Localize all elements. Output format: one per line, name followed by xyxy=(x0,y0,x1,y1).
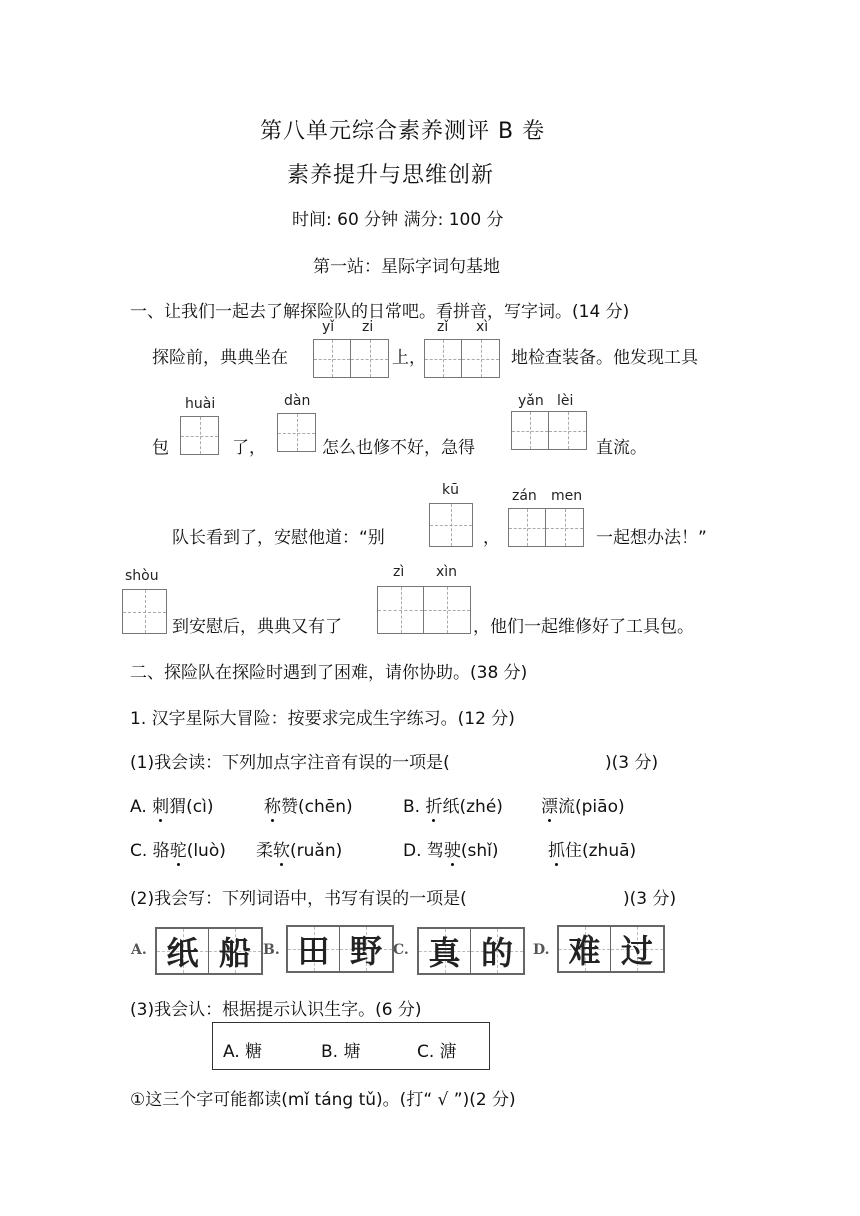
write-char: 船 xyxy=(218,934,251,972)
pinyin-xi: xì xyxy=(476,319,489,335)
write-char: 真 xyxy=(428,934,461,972)
section1-heading: 一、让我们一起去了解探险队的日常吧。看拼音，写字词。(14 分) xyxy=(130,302,630,322)
write-option-letter-a: A. xyxy=(131,942,147,958)
option-c-2: 柔软(ruǎn) xyxy=(256,841,343,861)
write-option-a[interactable] xyxy=(155,927,263,975)
write-option-letter-d: D. xyxy=(533,942,550,958)
line2-text-c: 怎么也修不好，急得 xyxy=(322,438,475,458)
pinyin-zan: zán xyxy=(512,488,537,504)
option-a-1: A. 刺猬(cì) xyxy=(130,797,214,817)
answer-grid-ku[interactable] xyxy=(429,503,473,547)
page-subtitle: 素养提升与思维创新 xyxy=(287,163,495,188)
pinyin-zi2: zǐ xyxy=(437,319,449,335)
time-score: 时间: 60 分钟 满分: 100 分 xyxy=(292,210,504,230)
q1-1-label: (1)我会读：下列加点字注音有误的一项是( xyxy=(130,753,450,773)
line3-text-a: 队长看到了，安慰他道：“别 xyxy=(172,528,385,548)
page-title: 第八单元综合素养测评 B 卷 xyxy=(260,119,546,144)
write-char: 野 xyxy=(349,932,382,970)
line2-text-b: 了， xyxy=(232,438,266,458)
write-option-letter-c: C. xyxy=(393,942,409,958)
answer-grid-huai[interactable] xyxy=(180,416,219,455)
answer-grid-yanlei[interactable] xyxy=(511,411,587,450)
write-char: 纸 xyxy=(166,934,199,972)
q1-1-tail: )(3 分) xyxy=(605,753,659,773)
option-c-1: C. 骆驼(luò) xyxy=(130,841,226,861)
pinyin-yan: yǎn xyxy=(518,393,544,409)
write-option-letter-b: B. xyxy=(263,942,280,958)
option-d-2: 抓住(zhuā) xyxy=(548,841,637,861)
section2-heading: 二、探险队在探险时遇到了困难，请你协助。(38 分) xyxy=(130,663,528,683)
line1-text-b: 上， xyxy=(392,348,426,368)
q1-3-heading: (3)我会认：根据提示认识生字。(6 分) xyxy=(130,1000,422,1020)
line2-text-d: 直流。 xyxy=(596,438,647,458)
line4-text-a: 到安慰后，典典又有了 xyxy=(172,617,342,637)
pinyin-dan: dàn xyxy=(284,393,311,409)
pinyin-huai: huài xyxy=(185,396,216,412)
pinyin-zi: zi xyxy=(362,319,374,335)
line1-text-c: 地检查装备。他发现工具 xyxy=(511,348,698,368)
station-heading: 第一站：星际字词句基地 xyxy=(313,257,500,277)
pinyin-ku: kū xyxy=(442,482,459,498)
pinyin-xin: xìn xyxy=(436,564,458,580)
answer-grid-zixin[interactable] xyxy=(377,586,471,634)
q1-2-tail: )(3 分) xyxy=(623,889,677,909)
write-char: 过 xyxy=(620,932,653,970)
pinyin-zi3: zì xyxy=(393,564,405,580)
write-char: 田 xyxy=(297,932,330,970)
answer-grid-shou[interactable] xyxy=(122,589,167,634)
q1-heading: 1. 汉字星际大冒险：按要求完成生字练习。(12 分) xyxy=(130,709,515,729)
write-option-c[interactable] xyxy=(417,927,525,975)
pinyin-lei: lèi xyxy=(557,393,574,409)
pinyin-men: men xyxy=(551,488,583,504)
recognize-a: A. 糖 xyxy=(223,1042,263,1062)
answer-grid-zixi[interactable] xyxy=(424,339,500,378)
answer-grid-yizi[interactable] xyxy=(313,339,389,378)
write-char: 的 xyxy=(480,934,513,972)
recognize-box xyxy=(212,1022,490,1070)
q1-2-label: (2)我会写：下列词语中，书写有误的一项是( xyxy=(130,889,467,909)
pinyin-yi: yǐ xyxy=(322,319,335,335)
recognize-b: B. 塘 xyxy=(321,1042,361,1062)
write-char: 难 xyxy=(568,932,601,970)
answer-blank-q1-1[interactable] xyxy=(500,742,605,772)
option-b-1: B. 折纸(zhé) xyxy=(403,797,503,817)
write-option-b[interactable] xyxy=(286,925,394,973)
answer-grid-zanmen[interactable] xyxy=(508,508,584,547)
line4-text-b: ，他们一起维修好了工具包。 xyxy=(473,617,694,637)
line3-text-b: ， xyxy=(483,528,500,548)
answer-blank-q1-2[interactable] xyxy=(522,878,622,908)
option-d-1: D. 驾驶(shǐ) xyxy=(403,841,499,861)
option-a-2: 称赞(chēn) xyxy=(264,797,353,817)
line2-text-a: 包 xyxy=(152,438,169,458)
option-b-2: 漂流(piāo) xyxy=(541,797,625,817)
write-option-d[interactable] xyxy=(557,925,665,973)
recognize-c: C. 溏 xyxy=(417,1042,457,1062)
pinyin-shou: shòu xyxy=(125,568,159,584)
q1-3-1: ①这三个字可能都读(mǐ táng tǔ)。(打“ √ ”)(2 分) xyxy=(130,1090,516,1110)
line1-text-a: 探险前，典典坐在 xyxy=(152,348,288,368)
answer-grid-dan[interactable] xyxy=(277,413,316,452)
line3-text-c: 一起想办法！” xyxy=(596,528,707,548)
